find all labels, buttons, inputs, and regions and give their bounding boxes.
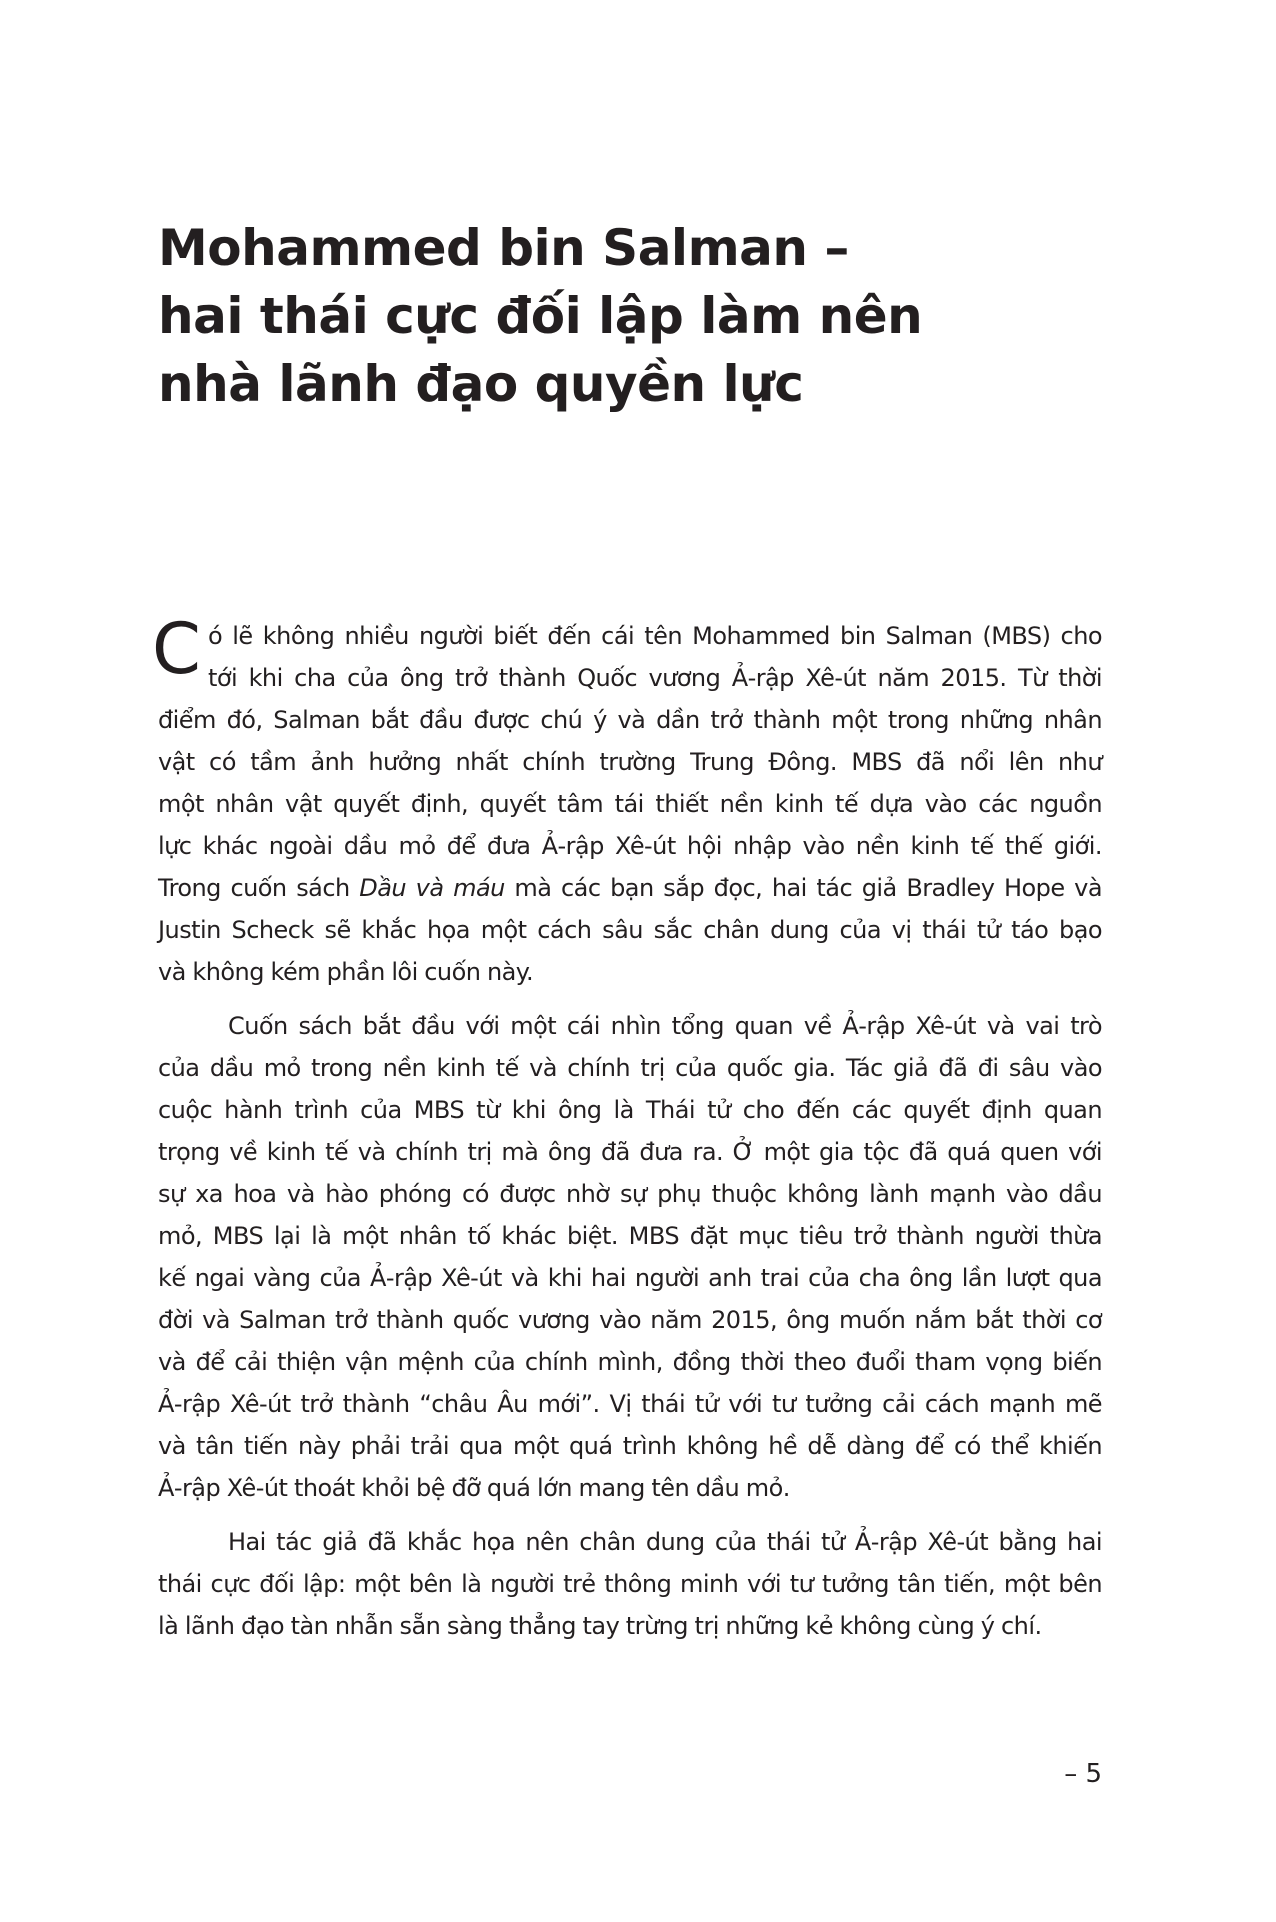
paragraph-line: Ả-rập Xê-út trở thành “châu Âu mới”. Vị thái tử với tư tưởng cải cách mạnh mẽ xyxy=(158,1390,1102,1418)
paragraph-line: một nhân vật quyết định, quyết tâm tái thiết nền kinh tế dựa vào các nguồn xyxy=(158,790,1102,818)
paragraph-line: Hai tác giả đã khắc họa nên chân dung của thái tử Ả-rập Xê-út bằng hai xyxy=(228,1528,1102,1556)
chapter-title-line: hai thái cực đối lập làm nên xyxy=(158,287,923,345)
paragraph-line: ó lẽ không nhiều người biết đến cái tên Mohammed bin Salman (MBS) cho xyxy=(208,622,1102,650)
body-paragraph xyxy=(158,1521,1102,1647)
chapter-title xyxy=(158,214,1158,418)
paragraph-line: vật có tầm ảnh hưởng nhất chính trường Trung Đông. MBS đã nổi lên như xyxy=(158,748,1102,776)
paragraph-line-with-book-title xyxy=(158,867,1102,909)
paragraph-line: lực khác ngoài dầu mỏ để đưa Ả-rập Xê-út hội nhập vào nền kinh tế thế giới. xyxy=(158,832,1102,860)
chapter-title-line: Mohammed bin Salman – xyxy=(158,219,849,277)
paragraph-line: là lãnh đạo tàn nhẫn sẵn sàng thẳng tay trừng trị những kẻ không cùng ý chí. xyxy=(158,1612,1042,1640)
paragraph-line: cuộc hành trình của MBS từ khi ông là Thái tử cho đến các quyết định quan xyxy=(158,1096,1102,1124)
body-text xyxy=(152,608,1102,1647)
text-segment: mà các bạn sắp đọc, hai tác giả Bradley Hope và xyxy=(504,874,1102,902)
body-paragraph xyxy=(158,1005,1102,1509)
paragraph-line: Ả-rập Xê-út thoát khỏi bệ đỡ quá lớn mang tên dầu mỏ. xyxy=(158,1474,790,1502)
paragraph-line: tới khi cha của ông trở thành Quốc vương Ả-rập Xê-út năm 2015. Từ thời xyxy=(208,664,1102,692)
paragraph-line: và không kém phần lôi cuốn này. xyxy=(158,958,534,986)
chapter-title-line: nhà lãnh đạo quyền lực xyxy=(158,355,804,413)
paragraph-line: kế ngai vàng của Ả-rập Xê-út và khi hai người anh trai của cha ông lần lượt qua xyxy=(158,1264,1102,1292)
paragraph-line: của dầu mỏ trong nền kinh tế và chính trị của quốc gia. Tác giả đã đi sâu vào xyxy=(158,1054,1102,1082)
drop-cap: C xyxy=(152,608,201,690)
paragraph-line: đời và Salman trở thành quốc vương vào năm 2015, ông muốn nắm bắt thời cơ xyxy=(158,1306,1102,1334)
paragraph-line: thái cực đối lập: một bên là người trẻ thông minh với tư tưởng tân tiến, một bên xyxy=(158,1570,1102,1598)
book-title: Dầu và máu xyxy=(359,874,505,902)
paragraph-line: mỏ, MBS lại là một nhân tố khác biệt. MBS đặt mục tiêu trở thành người thừa xyxy=(158,1222,1102,1250)
paragraph-line: trọng về kinh tế và chính trị mà ông đã đưa ra. Ở một gia tộc đã quá quen với xyxy=(158,1138,1102,1166)
paragraph-line: Justin Scheck sẽ khắc họa một cách sâu sắc chân dung của vị thái tử táo bạo xyxy=(158,916,1102,944)
page-number: – 5 xyxy=(1064,1759,1102,1789)
paragraph-line: Cuốn sách bắt đầu với một cái nhìn tổng quan về Ả-rập Xê-út và vai trò xyxy=(228,1012,1102,1040)
text-segment: Trong cuốn sách xyxy=(158,874,360,902)
intro-paragraph xyxy=(152,608,1102,993)
paragraph-line: và để cải thiện vận mệnh của chính mình, đồng thời theo đuổi tham vọng biến xyxy=(158,1348,1102,1376)
paragraph-line: và tân tiến này phải trải qua một quá trình không hề dễ dàng để có thể khiến xyxy=(158,1432,1102,1460)
paragraph-line: điểm đó, Salman bắt đầu được chú ý và dần trở thành một trong những nhân xyxy=(158,706,1102,734)
paragraph-line: sự xa hoa và hào phóng có được nhờ sự phụ thuộc không lành mạnh vào dầu xyxy=(158,1180,1102,1208)
